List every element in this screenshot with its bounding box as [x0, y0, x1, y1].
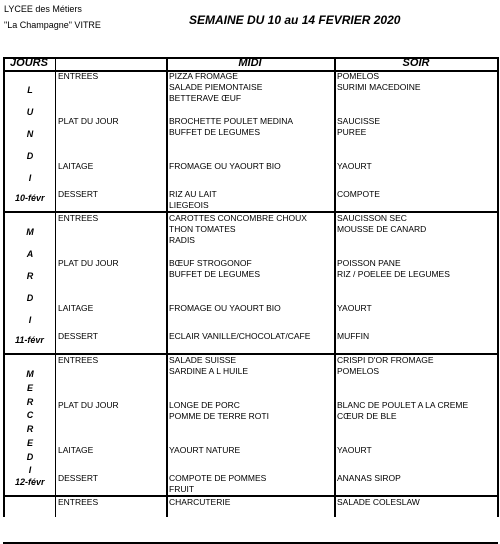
day-letter: D: [26, 451, 34, 462]
midi-dish: FRUIT: [169, 483, 195, 494]
day-letter: I: [28, 173, 32, 183]
menu-category: ENTREES: [58, 355, 99, 365]
midi-dish: RIZ AU LAIT: [169, 188, 217, 199]
midi-dish: BROCHETTE POULET MEDINA: [169, 115, 294, 126]
day-letter: D: [26, 293, 34, 303]
day-letter: U: [26, 107, 34, 117]
day-date: 12-févr: [15, 477, 45, 487]
day-letter: C: [26, 410, 34, 421]
day-letter: R: [26, 424, 34, 434]
day-letter: N: [26, 129, 34, 139]
midi-dish: SALADE PIEMONTAISE: [169, 82, 263, 93]
midi-dish: SARDINE A L HUILE: [169, 366, 249, 377]
midi-dish: CAROTTES CONCOMBRE CHOUX: [169, 213, 307, 223]
soir-dish: POMELOS: [337, 71, 380, 81]
midi-dish: BŒUF STROGONOF: [169, 257, 252, 268]
menu-category: LAITAGE: [58, 302, 94, 313]
midi-dish: RADIS: [169, 235, 195, 246]
soir-dish: BLANC DE POULET A LA CREME: [337, 399, 469, 410]
midi-dish: LONGE DE PORC: [169, 399, 240, 410]
day-letter: E: [26, 437, 33, 448]
day-letter: A: [26, 249, 34, 259]
soir-dish: MOUSSE DE CANARD: [337, 224, 427, 235]
menu-category: PLAT DU JOUR: [58, 115, 119, 126]
school-name: LYCEE des Métiers: [4, 4, 82, 14]
soir-dish: SALADE COLESLAW: [337, 497, 420, 507]
soir-dish: SURIMI MACEDOINE: [337, 82, 421, 93]
day-date: 11-févr: [15, 335, 44, 345]
column-divider: [166, 57, 168, 517]
midi-dish: BUFFET DE LEGUMES: [169, 127, 260, 137]
midi-dish: BUFFET DE LEGUMES: [169, 269, 260, 279]
column-header-soir: SOIR: [402, 57, 430, 69]
midi-dish: POMME DE TERRE ROTI: [169, 411, 269, 421]
day-letter: M: [26, 227, 34, 237]
soir-dish: YAOURT: [337, 444, 372, 455]
day-letter: R: [26, 396, 34, 407]
soir-dish: CRISPI D'OR FROMAGE: [337, 355, 434, 365]
day-letter: D: [26, 151, 34, 161]
soir-dish: POMELOS: [337, 366, 380, 377]
soir-dish: YAOURT: [337, 160, 372, 171]
menu-category: PLAT DU JOUR: [58, 257, 119, 268]
day-letter: M: [26, 369, 34, 379]
midi-dish: THON TOMATES: [169, 224, 236, 235]
menu-category: DESSERT: [58, 188, 98, 199]
day-separator: [3, 542, 498, 544]
menu-category: ENTREES: [58, 71, 99, 81]
table-top-border: [3, 57, 498, 59]
menu-category: LAITAGE: [58, 160, 94, 171]
midi-dish: BETTERAVE ŒUF: [169, 93, 242, 104]
day-letter: I: [28, 315, 32, 325]
soir-dish: SAUCISSON SEC: [337, 213, 407, 223]
soir-dish: ANANAS SIROP: [337, 472, 401, 483]
midi-dish: COMPOTE DE POMMES: [169, 472, 267, 483]
day-letter: I: [28, 465, 32, 476]
column-divider: [3, 57, 5, 517]
day-letter: L: [27, 85, 33, 95]
menu-category: LAITAGE: [58, 444, 94, 455]
midi-dish: FROMAGE OU YAOURT BIO: [169, 160, 281, 171]
midi-dish: CHARCUTERIE: [169, 497, 231, 507]
soir-dish: MUFFIN: [337, 330, 370, 341]
midi-dish: YAOURT NATURE: [169, 444, 241, 455]
soir-dish: YAOURT: [337, 302, 372, 313]
menu-category: ENTREES: [58, 213, 99, 223]
day-letter: E: [26, 382, 33, 393]
soir-dish: COMPOTE: [337, 188, 380, 199]
midi-dish: ECLAIR VANILLE/CHOCOLAT/CAFE: [169, 330, 311, 341]
menu-category: ENTREES: [58, 497, 99, 507]
day-date: 10-févr: [15, 193, 45, 203]
menu-table: [3, 57, 498, 517]
midi-dish: FROMAGE OU YAOURT BIO: [169, 302, 281, 313]
midi-dish: SALADE SUISSE: [169, 355, 237, 365]
school-location: "La Champagne" VITRE: [4, 20, 101, 30]
midi-dish: LIEGEOIS: [169, 199, 209, 210]
soir-dish: PUREE: [337, 127, 367, 137]
soir-dish: POISSON PANE: [337, 257, 401, 268]
midi-dish: PIZZA FROMAGE: [169, 71, 238, 81]
column-divider: [55, 57, 56, 517]
column-header-midi: MIDI: [238, 57, 262, 69]
menu-category: PLAT DU JOUR: [58, 399, 119, 410]
day-letter: R: [26, 271, 34, 281]
soir-dish: CŒUR DE BLE: [337, 411, 397, 421]
menu-category: DESSERT: [58, 330, 98, 341]
column-divider: [497, 57, 499, 517]
week-title: SEMAINE DU 10 au 14 FEVRIER 2020: [189, 13, 401, 27]
column-header-days: JOURS: [10, 57, 48, 69]
column-divider: [334, 57, 336, 517]
menu-category: DESSERT: [58, 472, 98, 483]
soir-dish: SAUCISSE: [337, 115, 380, 126]
soir-dish: RIZ / POELEE DE LEGUMES: [337, 269, 450, 279]
